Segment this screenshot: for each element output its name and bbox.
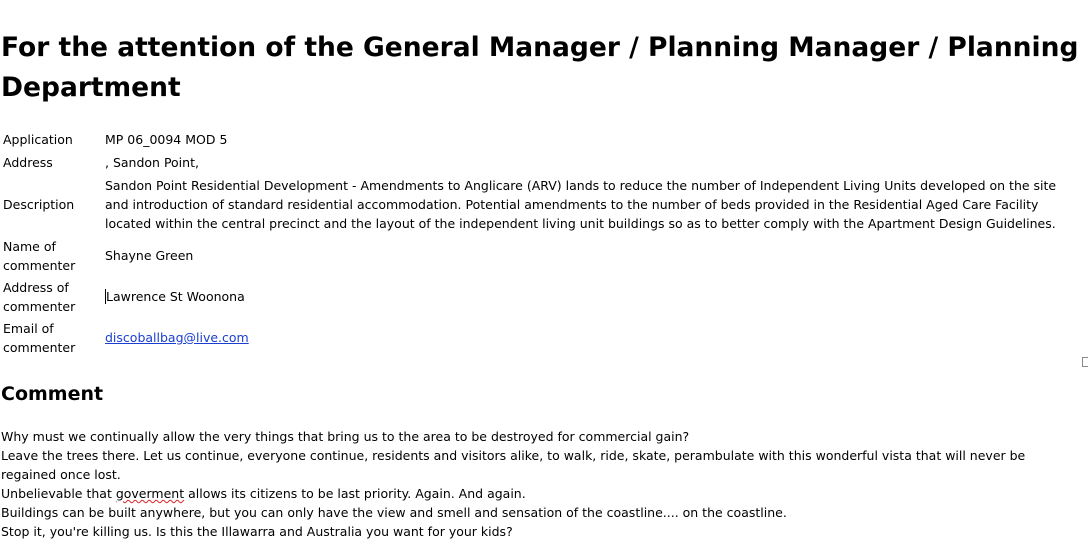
commenter-email-label-line2: commenter	[3, 339, 76, 355]
margin-marker-icon	[1082, 357, 1088, 367]
commenter-address-label-line1: Address of	[3, 279, 69, 295]
application-value: MP 06_0094 MOD 5	[105, 132, 228, 147]
comment-line-3-start: Unbelievable that	[1, 486, 116, 501]
misspelled-word[interactable]: goverment	[115, 486, 185, 501]
application-label: Application	[3, 132, 73, 147]
commenter-name-label-line2: commenter	[3, 257, 76, 273]
application-row	[0, 128, 1065, 151]
comment-line-4: Buildings can be built anywhere, but you can only have the view and smell and sensation of the coastline.... on the coastline.	[1, 505, 787, 520]
commenter-name-label	[0, 235, 105, 276]
commenter-email-link[interactable]: discoballbag@live.com	[105, 330, 249, 345]
page-heading: For the attention of the General Manager / Planning Manager / Planning Department	[1, 32, 1079, 103]
commenter-email-cell	[105, 317, 1065, 358]
commenter-address-value: Lawrence St Woonona	[106, 289, 245, 304]
comment-line-3	[1, 484, 1071, 503]
commenter-name-value: Shayne Green	[105, 248, 194, 263]
description-label: Description	[3, 197, 75, 212]
commenter-email-label	[0, 317, 105, 358]
address-row	[0, 151, 1065, 174]
commenter-email-row	[0, 317, 1065, 358]
comment-heading: Comment	[1, 383, 104, 405]
address-label: Address	[3, 155, 53, 170]
comment-line-3-end: allows its citizens to be last priority. Again. And again.	[184, 486, 526, 501]
commenter-address-label-line2: commenter	[3, 298, 76, 314]
description-row	[0, 174, 1065, 235]
submission-details-table	[0, 128, 1065, 358]
commenter-address-cell[interactable]	[105, 276, 1065, 317]
description-value: Sandon Point Residential Development - Amendments to Anglicare (ARV) lands to reduce the number of Independent Living Units developed on the site and introduction of standard residential accommodation. Potential amendments to the number of beds provided in the Residential Aged Care Facility located within the central precinct and the layout of the independent living unit buildings so as to better comply with the Apartment Design Guidelines.	[105, 178, 1057, 231]
commenter-name-label-line1: Name of	[3, 238, 56, 254]
comment-line-5: Stop it, you're killing us. Is this the Illawarra and Australia you want for your kids?	[1, 524, 513, 539]
address-value: , Sandon Point,	[105, 155, 199, 170]
comment-body	[1, 427, 1071, 541]
comment-line-1: Why must we continually allow the very things that bring us to the area to be destroyed for commercial gain?	[1, 429, 690, 444]
commenter-name-row	[0, 235, 1065, 276]
comment-line-2: Leave the trees there. Let us continue, everyone continue, residents and visitors alike, to walk, ride, skate, perambulate with this wonderful vista that will never be regained once lost.	[1, 448, 1026, 482]
commenter-address-label	[0, 276, 105, 317]
commenter-address-row	[0, 276, 1065, 317]
commenter-email-label-line1: Email of	[3, 320, 54, 336]
